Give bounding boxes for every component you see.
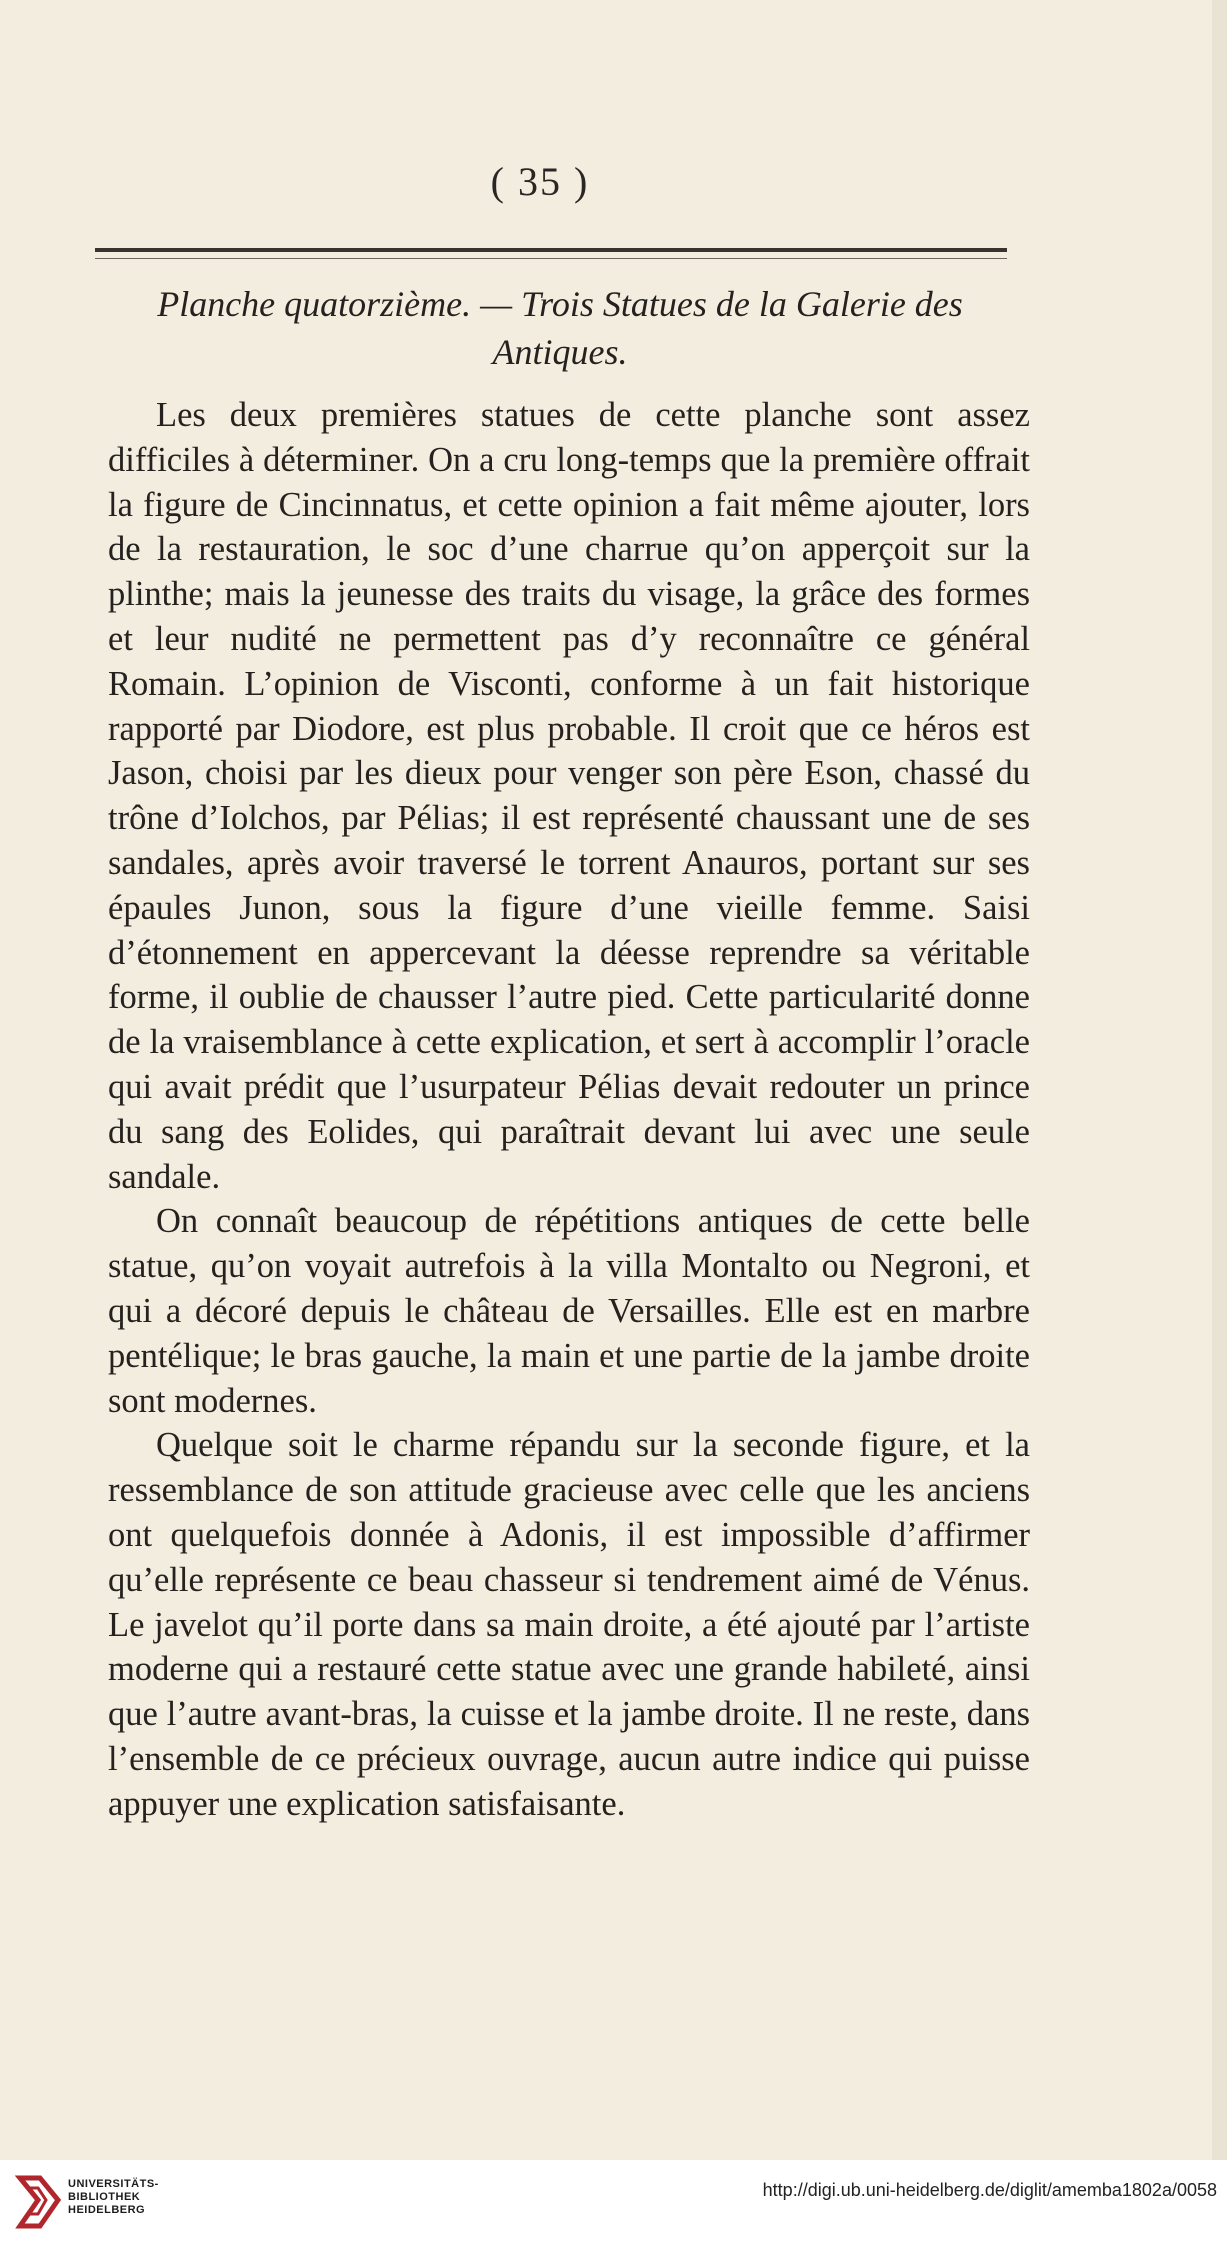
institution-line: UNIVERSITÄTS- <box>68 2178 159 2190</box>
plate-heading: Planche quatorzième. — Trois Statues de la Galerie des Antiques. <box>157 284 963 372</box>
paragraph-1: Les deux premières statues de cette planche sont assez difficiles à déterminer. On a cru long-temps que la première offrait la figure de Cincinnatus, et cette opinion a fait même ajouter, lors de la restauration, le soc d’une charrue qu’on apperçoit sur la plinthe; mais la jeunesse des traits du visage, la grâce des formes et leur nudité ne permettent pas d’y reconnaître ce général Romain. L’opinion de Visconti, conforme à un fait historique rapporté par Diodore, est plus probable. Il croit que ce héros est Jason, choisi par les dieux pour venger son père Eson, chassé du trône d’Iolchos, par Pélias; il est représenté chaussant une de ses sandales, après avoir traversé le torrent Anauros, portant sur ses épaules Junon, sous la figure d’une vieille femme. Saisi d’étonnement en appercevant la déesse reprendre sa véritable forme, il oublie de chausser l’autre pied. Cette particularité donne de la vraisemblance à cette explication, et sert à accomplir l’oracle qui avait prédit que l’usurpateur Pélias devait redouter un prince du sang des Eolides, qui paraîtrait devant lui avec une seule sandale. <box>108 396 1030 1196</box>
institution-line: BIBLIOTHEK <box>68 2191 141 2203</box>
university-seal-icon <box>14 2172 64 2232</box>
paragraph-3: Quelque soit le charme répandu sur la seconde figure, et la ressemblance de son attitude gracieuse avec celle que les anciens ont quelquefois donnée à Adonis, il est impossible d’affirmer qu’elle représente ce beau chasseur si tendrement aimé de Vénus. Le javelot qu’il porte dans sa main droite, a été ajouté par l’artiste moderne qui a restauré cette statue avec une grande habileté, ainsi que l’autre avant-bras, la cuisse et la jambe droite. Il ne reste, dans l’ensemble de ce précieux ouvrage, aucun autre indice qui puisse appuyer une explication satisfaisante. <box>108 1426 1030 1823</box>
header-rule-thin <box>95 258 1007 259</box>
paragraph-2: On connaît beaucoup de répétitions antiques de cette belle statue, qu’on voyait autrefois à la villa Montalto ou Negroni, et qui a décoré depuis le château de Versailles. Elle est en marbre pentélique; le bras gauche, la main et une partie de la jambe droite sont modernes. <box>108 1202 1030 1420</box>
source-url-link[interactable]: http://digi.ub.uni-heidelberg.de/diglit/amemba1802a/0058 <box>762 2180 1217 2200</box>
institution-line: HEIDELBERG <box>68 2204 146 2216</box>
header-rule <box>95 248 1007 252</box>
page-edge <box>1212 0 1227 2160</box>
institution-name <box>68 2178 159 2217</box>
library-footer <box>0 2160 1227 2245</box>
page-number: ( 35 ) <box>490 159 590 204</box>
body-text <box>108 393 1030 1827</box>
